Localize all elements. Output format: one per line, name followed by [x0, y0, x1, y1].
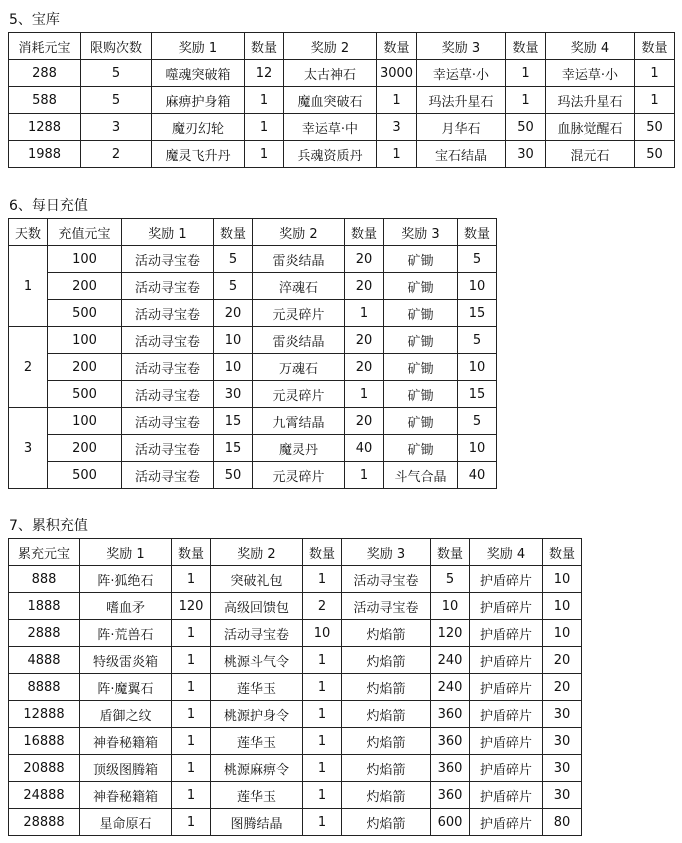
table-cell: 1 — [245, 141, 284, 168]
table-cell: 10 — [214, 327, 253, 354]
table-cell: 护盾碎片 — [470, 755, 543, 782]
column-header: 数量 — [214, 219, 253, 246]
table-cell: 阵·魔翼石 — [80, 674, 172, 701]
column-header: 奖励 3 — [384, 219, 458, 246]
table-cell: 矿锄 — [384, 246, 458, 273]
table-cell: 288 — [9, 60, 81, 87]
day-cell: 2 — [9, 327, 48, 408]
daily-recharge-table — [8, 218, 497, 489]
table-cell: 活动寻宝卷 — [122, 462, 214, 489]
table-cell: 元灵碎片 — [253, 381, 345, 408]
table-cell: 1 — [377, 87, 417, 114]
table-cell: 15 — [214, 408, 253, 435]
table-cell: 1 — [172, 701, 211, 728]
table-cell: 360 — [431, 755, 470, 782]
table-cell: 矿锄 — [384, 408, 458, 435]
table-cell: 活动寻宝卷 — [211, 620, 303, 647]
table-cell: 1 — [172, 620, 211, 647]
table-cell: 麻痹护身箱 — [152, 87, 245, 114]
table-cell: 10 — [458, 273, 497, 300]
table-cell: 1 — [303, 755, 342, 782]
table-cell: 1 — [245, 87, 284, 114]
table-cell: 灼焰箭 — [342, 674, 431, 701]
table-cell: 元灵碎片 — [253, 462, 345, 489]
table-cell: 玛法升星石 — [546, 87, 635, 114]
table-cell: 3000 — [377, 60, 417, 87]
column-header: 奖励 1 — [122, 219, 214, 246]
table-header-row — [9, 219, 497, 246]
table-cell: 护盾碎片 — [470, 728, 543, 755]
column-header: 累充元宝 — [9, 539, 80, 566]
table-cell: 活动寻宝卷 — [342, 593, 431, 620]
table-row — [9, 809, 582, 836]
table-cell: 桃源护身令 — [211, 701, 303, 728]
table-cell: 2888 — [9, 620, 80, 647]
table-cell: 月华石 — [417, 114, 506, 141]
table-cell: 5 — [81, 60, 152, 87]
table-cell: 240 — [431, 647, 470, 674]
table-row — [9, 674, 582, 701]
table-row — [9, 728, 582, 755]
table-cell: 神眷秘籍箱 — [80, 782, 172, 809]
table-cell: 高级回馈包 — [211, 593, 303, 620]
table-cell: 护盾碎片 — [470, 674, 543, 701]
column-header: 数量 — [458, 219, 497, 246]
table-cell: 1 — [172, 674, 211, 701]
table-cell: 矿锄 — [384, 300, 458, 327]
table-cell: 20 — [543, 647, 582, 674]
column-header: 数量 — [345, 219, 384, 246]
table-cell: 阵·狐绝石 — [80, 566, 172, 593]
table-row — [9, 327, 497, 354]
column-header: 奖励 2 — [284, 33, 377, 60]
table-row — [9, 87, 675, 114]
section-title-treasury: 5、宝库 — [9, 12, 60, 28]
table-cell: 1 — [303, 647, 342, 674]
table-cell: 5 — [431, 566, 470, 593]
column-header: 奖励 4 — [470, 539, 543, 566]
table-cell: 1 — [345, 300, 384, 327]
table-cell: 淬魂石 — [253, 273, 345, 300]
table-cell: 15 — [458, 300, 497, 327]
table-cell: 12 — [245, 60, 284, 87]
table-cell: 30 — [543, 728, 582, 755]
table-cell: 桃源斗气令 — [211, 647, 303, 674]
table-cell: 兵魂资质丹 — [284, 141, 377, 168]
table-cell: 活动寻宝卷 — [342, 566, 431, 593]
table-cell: 5 — [81, 87, 152, 114]
table-row — [9, 381, 497, 408]
column-header: 奖励 3 — [417, 33, 506, 60]
table-cell: 20 — [345, 273, 384, 300]
table-cell: 万魂石 — [253, 354, 345, 381]
table-cell: 雷炎结晶 — [253, 327, 345, 354]
table-cell: 幸运草·小 — [546, 60, 635, 87]
table-cell: 500 — [48, 300, 122, 327]
section-title-daily-recharge: 6、每日充值 — [9, 198, 88, 214]
table-row — [9, 273, 497, 300]
table-row — [9, 354, 497, 381]
table-cell: 20 — [345, 327, 384, 354]
table-cell: 活动寻宝卷 — [122, 435, 214, 462]
column-header: 数量 — [635, 33, 675, 60]
table-cell: 3 — [81, 114, 152, 141]
section-title-cumulative-recharge: 7、累积充值 — [9, 518, 88, 534]
table-cell: 1 — [345, 462, 384, 489]
table-cell: 混元石 — [546, 141, 635, 168]
treasury-table — [8, 32, 675, 168]
table-cell: 15 — [458, 381, 497, 408]
table-cell: 阵·荒兽石 — [80, 620, 172, 647]
column-header: 充值元宝 — [48, 219, 122, 246]
table-cell: 桃源麻痹令 — [211, 755, 303, 782]
table-cell: 矿锄 — [384, 327, 458, 354]
table-cell: 20 — [345, 354, 384, 381]
table-cell: 888 — [9, 566, 80, 593]
table-cell: 图腾结晶 — [211, 809, 303, 836]
table-cell: 护盾碎片 — [470, 701, 543, 728]
column-header: 奖励 2 — [253, 219, 345, 246]
table-cell: 1 — [303, 809, 342, 836]
table-cell: 活动寻宝卷 — [122, 300, 214, 327]
table-cell: 幸运草·中 — [284, 114, 377, 141]
table-cell: 1 — [506, 87, 546, 114]
table-cell: 魔血突破石 — [284, 87, 377, 114]
table-cell: 80 — [543, 809, 582, 836]
table-cell: 矿锄 — [384, 273, 458, 300]
table-cell: 10 — [303, 620, 342, 647]
table-cell: 3 — [377, 114, 417, 141]
table-cell: 12888 — [9, 701, 80, 728]
table-cell: 100 — [48, 246, 122, 273]
table-cell: 活动寻宝卷 — [122, 246, 214, 273]
table-row — [9, 246, 497, 273]
table-cell: 1 — [172, 566, 211, 593]
table-cell: 1 — [245, 114, 284, 141]
table-cell: 灼焰箭 — [342, 701, 431, 728]
table-cell: 灼焰箭 — [342, 647, 431, 674]
column-header: 数量 — [543, 539, 582, 566]
table-row — [9, 141, 675, 168]
column-header: 数量 — [245, 33, 284, 60]
table-cell: 200 — [48, 273, 122, 300]
table-cell: 4888 — [9, 647, 80, 674]
table-cell: 幸运草·小 — [417, 60, 506, 87]
table-cell: 1 — [303, 674, 342, 701]
table-cell: 8888 — [9, 674, 80, 701]
table-cell: 活动寻宝卷 — [122, 327, 214, 354]
table-row — [9, 755, 582, 782]
table-cell: 玛法升星石 — [417, 87, 506, 114]
table-cell: 1 — [303, 701, 342, 728]
table-cell: 20 — [214, 300, 253, 327]
table-cell: 护盾碎片 — [470, 593, 543, 620]
table-cell: 30 — [543, 782, 582, 809]
table-cell: 星命原石 — [80, 809, 172, 836]
table-cell: 神眷秘籍箱 — [80, 728, 172, 755]
table-cell: 活动寻宝卷 — [122, 354, 214, 381]
table-cell: 50 — [214, 462, 253, 489]
table-cell: 血脉觉醒石 — [546, 114, 635, 141]
table-cell: 10 — [543, 593, 582, 620]
table-cell: 护盾碎片 — [470, 782, 543, 809]
table-row — [9, 114, 675, 141]
table-cell: 1888 — [9, 593, 80, 620]
table-cell: 护盾碎片 — [470, 620, 543, 647]
table-cell: 240 — [431, 674, 470, 701]
column-header: 消耗元宝 — [9, 33, 81, 60]
table-cell: 护盾碎片 — [470, 647, 543, 674]
table-cell: 200 — [48, 354, 122, 381]
table-cell: 10 — [458, 435, 497, 462]
table-cell: 莲华玉 — [211, 728, 303, 755]
column-header: 数量 — [431, 539, 470, 566]
table-cell: 10 — [431, 593, 470, 620]
table-cell: 嗜血矛 — [80, 593, 172, 620]
table-cell: 1 — [303, 566, 342, 593]
table-cell: 30 — [543, 701, 582, 728]
table-row — [9, 647, 582, 674]
table-cell: 元灵碎片 — [253, 300, 345, 327]
table-cell: 360 — [431, 701, 470, 728]
table-cell: 1 — [345, 381, 384, 408]
table-row — [9, 620, 582, 647]
table-cell: 1 — [506, 60, 546, 87]
table-cell: 40 — [458, 462, 497, 489]
table-cell: 30 — [543, 755, 582, 782]
table-cell: 1 — [172, 755, 211, 782]
table-cell: 活动寻宝卷 — [122, 408, 214, 435]
table-cell: 九霄结晶 — [253, 408, 345, 435]
table-cell: 50 — [635, 114, 675, 141]
table-cell: 1 — [172, 782, 211, 809]
column-header: 数量 — [172, 539, 211, 566]
table-cell: 10 — [458, 354, 497, 381]
table-cell: 5 — [214, 246, 253, 273]
table-cell: 矿锄 — [384, 381, 458, 408]
table-cell: 盾御之纹 — [80, 701, 172, 728]
table-row — [9, 300, 497, 327]
table-cell: 斗气合晶 — [384, 462, 458, 489]
column-header: 奖励 4 — [546, 33, 635, 60]
column-header: 奖励 1 — [152, 33, 245, 60]
table-cell: 突破礼包 — [211, 566, 303, 593]
table-cell: 灼焰箭 — [342, 755, 431, 782]
table-cell: 活动寻宝卷 — [122, 381, 214, 408]
table-cell: 1 — [303, 782, 342, 809]
table-cell: 护盾碎片 — [470, 809, 543, 836]
table-cell: 矿锄 — [384, 435, 458, 462]
table-cell: 50 — [635, 141, 675, 168]
table-cell: 活动寻宝卷 — [122, 273, 214, 300]
table-cell: 360 — [431, 728, 470, 755]
column-header: 数量 — [506, 33, 546, 60]
table-cell: 顶级图腾箱 — [80, 755, 172, 782]
table-cell: 588 — [9, 87, 81, 114]
table-cell: 5 — [214, 273, 253, 300]
table-cell: 10 — [214, 354, 253, 381]
table-cell: 40 — [345, 435, 384, 462]
table-cell: 200 — [48, 435, 122, 462]
table-cell: 500 — [48, 462, 122, 489]
table-cell: 360 — [431, 782, 470, 809]
table-cell: 1 — [303, 728, 342, 755]
table-cell: 1 — [377, 141, 417, 168]
cumulative-recharge-table — [8, 538, 582, 836]
column-header: 天数 — [9, 219, 48, 246]
table-cell: 28888 — [9, 809, 80, 836]
column-header: 限购次数 — [81, 33, 152, 60]
table-cell: 1 — [172, 809, 211, 836]
table-cell: 20888 — [9, 755, 80, 782]
table-row — [9, 701, 582, 728]
table-cell: 魔灵丹 — [253, 435, 345, 462]
table-cell: 10 — [543, 620, 582, 647]
table-cell: 雷炎结晶 — [253, 246, 345, 273]
table-cell: 20 — [345, 408, 384, 435]
table-row — [9, 462, 497, 489]
day-cell: 1 — [9, 246, 48, 327]
table-row — [9, 782, 582, 809]
table-cell: 1 — [635, 60, 675, 87]
column-header: 奖励 2 — [211, 539, 303, 566]
table-cell: 120 — [431, 620, 470, 647]
table-cell: 16888 — [9, 728, 80, 755]
table-cell: 20 — [543, 674, 582, 701]
table-cell: 600 — [431, 809, 470, 836]
column-header: 数量 — [303, 539, 342, 566]
table-cell: 灼焰箭 — [342, 809, 431, 836]
table-header-row — [9, 539, 582, 566]
table-cell: 1 — [635, 87, 675, 114]
table-row — [9, 60, 675, 87]
table-row — [9, 566, 582, 593]
table-cell: 灼焰箭 — [342, 782, 431, 809]
table-cell: 1 — [172, 647, 211, 674]
table-cell: 噬魂突破箱 — [152, 60, 245, 87]
table-row — [9, 593, 582, 620]
table-cell: 灼焰箭 — [342, 620, 431, 647]
table-cell: 30 — [506, 141, 546, 168]
table-cell: 护盾碎片 — [470, 566, 543, 593]
table-cell: 莲华玉 — [211, 782, 303, 809]
table-header-row — [9, 33, 675, 60]
table-cell: 50 — [506, 114, 546, 141]
table-cell: 魔灵飞升丹 — [152, 141, 245, 168]
table-cell: 100 — [48, 327, 122, 354]
table-cell: 2 — [81, 141, 152, 168]
table-row — [9, 435, 497, 462]
table-cell: 莲华玉 — [211, 674, 303, 701]
table-cell: 1288 — [9, 114, 81, 141]
table-cell: 太古神石 — [284, 60, 377, 87]
table-cell: 宝石结晶 — [417, 141, 506, 168]
table-cell: 500 — [48, 381, 122, 408]
table-cell: 魔刃幻轮 — [152, 114, 245, 141]
column-header: 奖励 1 — [80, 539, 172, 566]
table-cell: 15 — [214, 435, 253, 462]
table-cell: 120 — [172, 593, 211, 620]
table-cell: 5 — [458, 246, 497, 273]
table-row — [9, 408, 497, 435]
table-cell: 100 — [48, 408, 122, 435]
table-cell: 5 — [458, 408, 497, 435]
table-cell: 30 — [214, 381, 253, 408]
table-cell: 特级雷炎箱 — [80, 647, 172, 674]
table-cell: 2 — [303, 593, 342, 620]
table-cell: 10 — [543, 566, 582, 593]
table-cell: 1988 — [9, 141, 81, 168]
table-cell: 24888 — [9, 782, 80, 809]
table-cell: 5 — [458, 327, 497, 354]
table-cell: 灼焰箭 — [342, 728, 431, 755]
table-cell: 矿锄 — [384, 354, 458, 381]
column-header: 数量 — [377, 33, 417, 60]
day-cell: 3 — [9, 408, 48, 489]
table-cell: 1 — [172, 728, 211, 755]
table-cell: 20 — [345, 246, 384, 273]
column-header: 奖励 3 — [342, 539, 431, 566]
